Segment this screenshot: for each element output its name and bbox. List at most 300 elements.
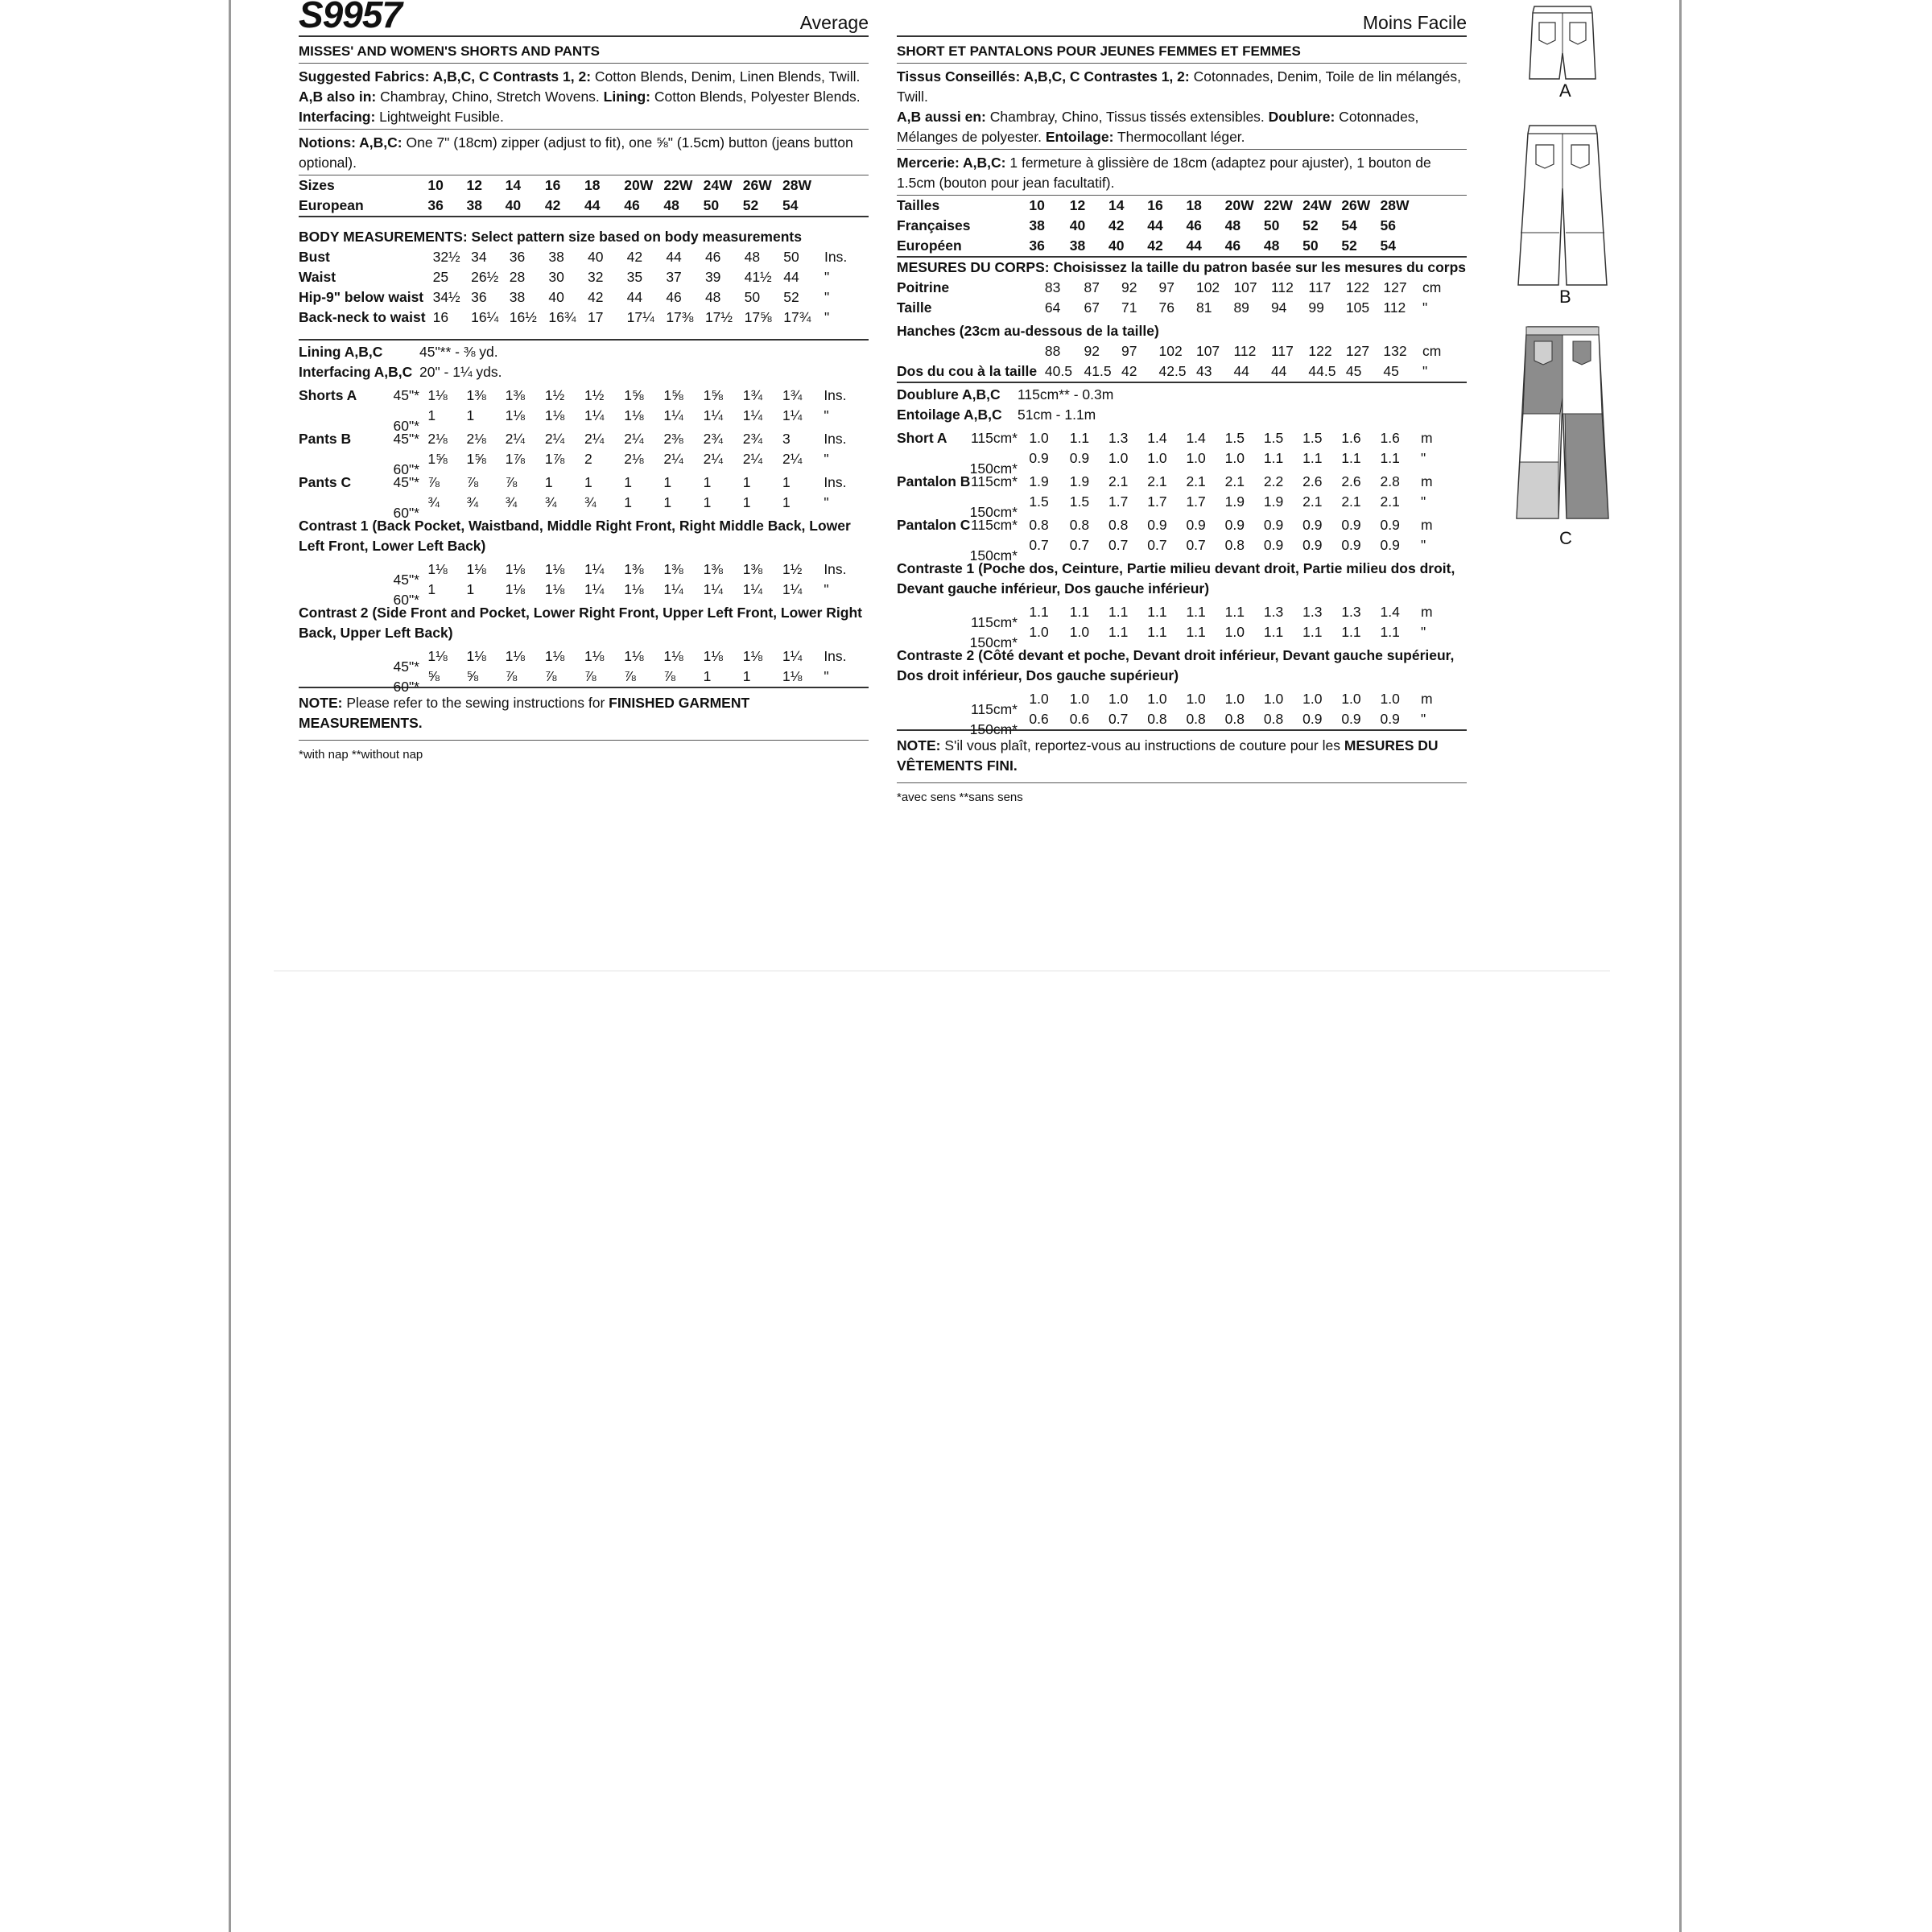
- yardage-value: 2¼: [742, 451, 763, 467]
- body-measurement-value: 16½: [509, 309, 537, 325]
- body-measurement-row: [299, 287, 869, 308]
- measurement-label: Waist: [299, 269, 336, 285]
- french-size-value: 48: [1224, 217, 1241, 233]
- yardage-row-head: [897, 599, 1029, 630]
- yardage-value: 1.1: [1302, 624, 1323, 640]
- yardage-value: 1¼: [703, 581, 723, 597]
- contrast-2-label-row: [299, 600, 869, 643]
- yardage-row: [897, 599, 1467, 622]
- yardage-value: 0.9: [1341, 537, 1361, 553]
- body-measurement-value: 25: [432, 269, 449, 285]
- yardage-value: 1: [742, 668, 751, 684]
- yardage-value: 1: [466, 581, 475, 597]
- garment-label: Pantalon C: [897, 517, 971, 533]
- size-value: 16: [544, 177, 561, 193]
- yardage-value: 1.0: [1186, 691, 1206, 707]
- body-measurement-value: 36: [471, 289, 487, 305]
- hanches-value: 122: [1308, 343, 1332, 359]
- yardage-value: 0.8: [1224, 537, 1245, 553]
- yardage-row: [299, 556, 869, 580]
- dos-row: [897, 361, 1467, 382]
- body-measurement-value: 40: [548, 289, 564, 305]
- yardage-row: [897, 448, 1467, 469]
- yardage-value: 1.9: [1069, 473, 1090, 489]
- yardage-value: 2.1: [1108, 473, 1129, 489]
- note: NOTE: Please refer to the sewing instructions for FINISHED GARMENT MEASUREMENTS.: [299, 688, 869, 741]
- yardage-value: ¾: [466, 494, 479, 510]
- fabric-width: 115cm*: [970, 700, 1018, 717]
- sizes-label-fr: Tailles: [897, 197, 940, 213]
- view-label-c: C: [1559, 528, 1572, 548]
- body-measurement-value: 16¼: [471, 309, 499, 325]
- difficulty-level: Average: [799, 12, 869, 33]
- yardage-value: 1⅝: [624, 387, 644, 403]
- body-measurement-value: 39: [704, 269, 721, 285]
- yardage-unit: ": [1420, 537, 1426, 553]
- yardage-value: 2⅛: [427, 431, 448, 447]
- yardage-value: 1: [427, 581, 436, 597]
- yardage-value: 1.1: [1069, 604, 1090, 620]
- size-value: 20W: [624, 177, 654, 193]
- yardage-value: 1: [624, 474, 632, 490]
- hanches-value: 112: [1233, 343, 1257, 359]
- yardage-value: 2¼: [584, 431, 605, 447]
- yardage-table-fr: [897, 425, 1467, 737]
- yardage-row: [299, 406, 869, 426]
- yardage-value: 0.9: [1302, 517, 1323, 533]
- size-value: 26W: [742, 177, 772, 193]
- yardage-value: 1: [427, 407, 436, 423]
- body-measurement-value: 37: [666, 269, 682, 285]
- yardage-value: 1⅛: [427, 648, 448, 664]
- european-size-value: 46: [624, 197, 640, 213]
- yardage-value: 1⅛: [505, 407, 525, 423]
- yardage-unit: Ins.: [824, 474, 847, 490]
- yardage-value: 1.3: [1263, 604, 1284, 620]
- measurement-label-fr: Poitrine: [897, 279, 950, 295]
- hanches-value: 92: [1084, 343, 1100, 359]
- size-fr-row: [897, 196, 1467, 216]
- yardage-value: 1⅛: [782, 668, 803, 684]
- suggested-fabrics: Suggested Fabrics: A,B,C, C Contrasts 1, 2: Cotton Blends, Denim, Linen Blends, Twill. A,B also in: Chambray, Chino, Stretch Wovens. Lining: Cotton Blends, Polyester Blends. Interfacing: Lightweight Fusible.: [299, 64, 869, 130]
- hanches-value: 102: [1158, 343, 1183, 359]
- fabric-width: 150cm*: [969, 547, 1018, 564]
- yardage-row: [897, 686, 1467, 709]
- yardage-value: 0.6: [1069, 711, 1090, 727]
- fabric-width: 115cm*: [970, 517, 1018, 533]
- yardage-value: 1⅛: [703, 648, 723, 664]
- yardage-value: 1⅜: [505, 387, 525, 403]
- body-measurement-value: 41½: [744, 269, 772, 285]
- shorts-a-illustration: [1481, 5, 1658, 85]
- yardage-unit: Ins.: [824, 387, 847, 403]
- yardage-value: 1⅝: [663, 387, 683, 403]
- yardage-value: 1¼: [703, 407, 723, 423]
- yardage-value: ⅞: [505, 474, 518, 490]
- yardage-value: 0.7: [1108, 711, 1129, 727]
- faint-scan-line: [274, 970, 1610, 972]
- yardage-value: 0.7: [1069, 537, 1090, 553]
- european-size-fr-value: 46: [1224, 237, 1241, 254]
- french-size-value: 38: [1029, 217, 1045, 233]
- yardage-value: 2¼: [624, 431, 644, 447]
- french-size-value: 54: [1341, 217, 1357, 233]
- yardage-value: 1.0: [1186, 450, 1206, 466]
- size-fr-value: 28W: [1380, 197, 1410, 213]
- yardage-row-head: [897, 425, 1029, 448]
- french-column: [897, 0, 1467, 806]
- contrast-1-label: Contrast 1 (Back Pocket, Waistband, Middle Right Front, Right Middle Back, Lower Left Front, Lower Left Back): [299, 518, 851, 554]
- body-measurement-value: 16¾: [548, 309, 576, 325]
- body-measurement-value: 32: [588, 269, 604, 285]
- yardage-unit: Ins.: [824, 561, 847, 577]
- yardage-unit: ": [824, 407, 829, 423]
- yardage-value: 1⅝: [703, 387, 723, 403]
- yardage-value: 0.9: [1341, 517, 1361, 533]
- european-size-row: [299, 196, 869, 216]
- yardage-value: 1¼: [663, 407, 683, 423]
- yardage-unit: ": [824, 451, 829, 467]
- yardage-value: 0.8: [1147, 711, 1167, 727]
- yardage-value: 1⅛: [544, 407, 565, 423]
- size-fr-value: 16: [1147, 197, 1163, 213]
- dos-value: 43: [1195, 363, 1212, 379]
- body-measurement-unit: Ins.: [824, 249, 848, 265]
- yardage-value: 1.1: [1341, 624, 1361, 640]
- yardage-value: ⅞: [584, 668, 597, 684]
- european-size-fr-value: 52: [1341, 237, 1357, 254]
- yardage-value: 1.0: [1224, 450, 1245, 466]
- garment-label: Short A: [897, 430, 947, 446]
- pants-b-illustration: [1481, 124, 1658, 293]
- contrast-2-label: Contrast 2 (Side Front and Pocket, Lower Right Front, Upper Left Front, Lower Right Back, Upper Left Back): [299, 605, 862, 641]
- pants-c-illustration: [1481, 325, 1658, 526]
- european-size-value: 36: [427, 197, 444, 213]
- yardage-value: 1.5: [1224, 430, 1245, 446]
- body-measurement-value: 44: [783, 269, 799, 285]
- yardage-row: [299, 667, 869, 687]
- yardage-value: 2.1: [1147, 473, 1167, 489]
- body-measurement-fr-value: 81: [1195, 299, 1212, 316]
- garment-label: Shorts A: [299, 387, 357, 403]
- yardage-value: 1: [703, 494, 712, 510]
- yardage-value: 1: [703, 668, 712, 684]
- yardage-value: 1.7: [1147, 493, 1167, 510]
- yardage-row-head: [897, 535, 1029, 564]
- body-measurement-fr-value: 105: [1345, 299, 1370, 316]
- lining-label-fr: Doublure A,B,C: [897, 386, 1001, 402]
- european-size-fr-value: 38: [1069, 237, 1086, 254]
- hanches-spacer: [897, 341, 1045, 361]
- size-table: [299, 175, 869, 216]
- yardage-row-head: [299, 580, 427, 608]
- size-value: 14: [505, 177, 522, 193]
- body-measurements-title-fr: MESURES DU CORPS: Choisissez la taille du patron basée sur les mesures du corps: [897, 259, 1467, 275]
- size-value: 10: [427, 177, 444, 193]
- body-measurement-fr-row: [897, 298, 1467, 318]
- french-size-unit: [1421, 216, 1467, 236]
- yardage-value: 1.1: [1186, 604, 1206, 620]
- dos-value: 45: [1345, 363, 1362, 379]
- body-measurements-table-fr: [897, 278, 1467, 382]
- body-measurement-fr-value: 71: [1121, 299, 1137, 316]
- yardage-value: ¾: [584, 494, 597, 510]
- yardage-value: 1⅛: [742, 648, 763, 664]
- yardage-value: 1.1: [1147, 624, 1167, 640]
- yardage-value: 2.1: [1224, 473, 1245, 489]
- body-measurement-value: 46: [666, 289, 682, 305]
- european-size-value: 52: [742, 197, 759, 213]
- yardage-value: 1⅛: [427, 561, 448, 577]
- yardage-row-head: [299, 406, 427, 434]
- yardage-table: [299, 382, 869, 695]
- size-value: 22W: [663, 177, 693, 193]
- body-measurements-table: [299, 247, 869, 328]
- hanches-value: 132: [1383, 343, 1407, 359]
- yardage-value: 2.1: [1341, 493, 1361, 510]
- body-measurement-fr-value: 97: [1158, 279, 1174, 295]
- body-measurement-fr-value: 83: [1044, 279, 1061, 295]
- fabric-width: 45"*: [393, 474, 419, 490]
- size-fr-value: 14: [1108, 197, 1125, 213]
- yardage-block: [299, 341, 869, 695]
- yardage-value: 1⅜: [466, 387, 486, 403]
- yardage-value: 1⅛: [505, 581, 525, 597]
- dos-value: 41.5: [1084, 363, 1112, 379]
- fabric-width: 115cm*: [970, 613, 1018, 630]
- yardage-value: 1¾: [742, 387, 763, 403]
- page-left-edge: [229, 0, 231, 1932]
- pattern-title: MISSES' AND WOMEN'S SHORTS AND PANTS: [299, 37, 869, 64]
- yardage-value: 0.8: [1029, 517, 1049, 533]
- fabric-width: 150cm*: [969, 460, 1018, 477]
- body-measurement-fr-value: 117: [1308, 279, 1331, 295]
- yardage-row: [897, 469, 1467, 492]
- dos-value: 44: [1270, 363, 1287, 379]
- yardage-value: 1.4: [1380, 604, 1400, 620]
- body-measurement-value: 38: [509, 289, 526, 305]
- yardage-value: 2.6: [1302, 473, 1323, 489]
- body-measurement-fr-value: 112: [1270, 279, 1294, 295]
- yardage-value: 1.0: [1029, 624, 1049, 640]
- european-size-fr-row: [897, 236, 1467, 256]
- yardage-row: [897, 709, 1467, 729]
- yardage-value: 0.7: [1108, 537, 1129, 553]
- yardage-value: 2¼: [544, 431, 565, 447]
- body-measurement-value: 17½: [704, 309, 733, 325]
- yardage-value: 2¼: [505, 431, 525, 447]
- yardage-value: 1.7: [1186, 493, 1206, 510]
- hanches-value: 117: [1270, 343, 1294, 359]
- yardage-unit: ": [1420, 493, 1426, 510]
- lining-table: [299, 342, 869, 382]
- pattern-number: S9957: [299, 0, 402, 35]
- size-fr-value: 10: [1029, 197, 1045, 213]
- french-size-value: 44: [1147, 217, 1163, 233]
- yardage-row: [897, 622, 1467, 642]
- yardage-value: 0.9: [1380, 711, 1400, 727]
- european-size-value: 40: [505, 197, 522, 213]
- french-size-value: 40: [1069, 217, 1086, 233]
- yardage-value: 1⅞: [544, 451, 565, 467]
- yardage-value: ⅞: [544, 668, 557, 684]
- page-right-edge: [1679, 0, 1682, 1932]
- body-measurement-fr-row: [897, 278, 1467, 298]
- body-measurement-value: 35: [626, 269, 643, 285]
- yardage-value: 1.9: [1029, 473, 1049, 489]
- lining-table-fr: [897, 385, 1467, 425]
- yardage-value: 1.0: [1029, 691, 1049, 707]
- size-fr-unit: [1421, 196, 1467, 216]
- yardage-value: 1: [742, 494, 751, 510]
- yardage-value: 1.0: [1108, 691, 1129, 707]
- yardage-value: 1.0: [1341, 691, 1361, 707]
- yardage-value: 1⅛: [624, 407, 644, 423]
- interfacing-label-fr: Entoilage A,B,C: [897, 407, 1002, 423]
- size-fr-value: 18: [1186, 197, 1202, 213]
- yardage-value: 1¼: [782, 648, 803, 664]
- french-size-value: 52: [1302, 217, 1319, 233]
- dos-label: Dos du cou à la taille: [897, 363, 1038, 379]
- yardage-unit: m: [1420, 430, 1433, 446]
- footnote: *with nap **without nap: [299, 748, 423, 762]
- yardage-value: 1.6: [1380, 430, 1400, 446]
- yardage-value: 1: [703, 474, 712, 490]
- european-size-fr-value: 44: [1186, 237, 1202, 254]
- dos-value: 42.5: [1158, 363, 1187, 379]
- body-measurement-value: 17⅜: [666, 309, 694, 325]
- yardage-value: 1⅛: [544, 561, 565, 577]
- fabric-width: 150cm*: [969, 720, 1018, 737]
- body-measurement-value: 17¼: [626, 309, 654, 325]
- french-size-value: 50: [1263, 217, 1280, 233]
- yardage-value: ⅝: [466, 668, 479, 684]
- body-measurement-fr-value: 94: [1270, 299, 1287, 316]
- yardage-value: 1.0: [1380, 691, 1400, 707]
- english-header: [299, 0, 869, 37]
- body-measurement-value: 40: [588, 249, 604, 265]
- yardage-row-head: [897, 448, 1029, 477]
- fabric-width: 45"*: [393, 431, 419, 447]
- yardage-value: 0.7: [1029, 537, 1049, 553]
- body-measurement-unit: ": [824, 269, 830, 285]
- yardage-row-head: [897, 709, 1029, 737]
- yardage-row-head: [897, 469, 1029, 492]
- yardage-value: 2⅛: [466, 431, 486, 447]
- french-header: [897, 0, 1467, 37]
- body-measurement-value: 44: [626, 289, 643, 305]
- yardage-row: [897, 492, 1467, 512]
- yardage-value: 1: [624, 494, 632, 510]
- size-value: 18: [584, 177, 601, 193]
- yardage-value: 0.9: [1224, 517, 1245, 533]
- body-measurement-value: 48: [704, 289, 721, 305]
- yardage-value: 0.9: [1302, 711, 1323, 727]
- fabric-width: 60"*: [393, 591, 419, 608]
- yardage-value: 1: [742, 474, 751, 490]
- yardage-value: 0.9: [1380, 517, 1400, 533]
- european-size-value: 42: [544, 197, 561, 213]
- european-size-unit: [824, 196, 869, 216]
- yardage-value: 1.0: [1147, 691, 1167, 707]
- body-measurement-row: [299, 247, 869, 267]
- yardage-unit: ": [1420, 711, 1426, 727]
- yardage-value: ¾: [427, 494, 440, 510]
- european-size-fr-value: 40: [1108, 237, 1125, 254]
- yardage-value: 1¼: [742, 407, 763, 423]
- body-measurements-block-fr: [897, 258, 1467, 383]
- body-measurement-value: 17⅝: [744, 309, 772, 325]
- fabric-width: 60"*: [393, 460, 419, 477]
- yardage-value: 1: [584, 474, 592, 490]
- body-measurement-value: 48: [744, 249, 761, 265]
- yardage-value: 1½: [584, 387, 605, 403]
- yardage-value: 2.1: [1302, 493, 1323, 510]
- yardage-value: 1.7: [1108, 493, 1129, 510]
- lining-value: 45"** - ⅜ yd.: [419, 344, 498, 360]
- european-size-fr-value: 50: [1302, 237, 1319, 254]
- measurement-label: Back-neck to waist: [299, 309, 426, 325]
- body-measurement-fr-value: 127: [1383, 279, 1407, 295]
- body-measurement-value: 46: [704, 249, 721, 265]
- yardage-value: 0.6: [1029, 711, 1049, 727]
- yardage-value: 1.1: [1263, 450, 1284, 466]
- body-measurement-value: 17¾: [783, 309, 811, 325]
- body-measurement-fr-value: 89: [1233, 299, 1249, 316]
- size-table-block: [299, 175, 869, 217]
- yardage-value: 1⅜: [742, 561, 763, 577]
- size-fr-value: 26W: [1341, 197, 1371, 213]
- yardage-value: 1⅝: [427, 451, 448, 467]
- yardage-value: 1.1: [1147, 604, 1167, 620]
- yardage-value: 1¾: [782, 387, 803, 403]
- fabric-width: 60"*: [393, 504, 419, 521]
- body-measurement-value: 42: [588, 289, 604, 305]
- difficulty-level-fr: Moins Facile: [1362, 12, 1467, 33]
- yardage-value: 1⅞: [505, 451, 525, 467]
- garment-label: Pants C: [299, 474, 352, 490]
- yardage-value: 2.8: [1380, 473, 1400, 489]
- body-measurement-value: 32½: [432, 249, 460, 265]
- size-value: 24W: [703, 177, 733, 193]
- yardage-value: 1¼: [782, 581, 803, 597]
- yardage-value: 1⅛: [584, 648, 605, 664]
- yardage-unit: m: [1420, 691, 1433, 707]
- pattern-title-fr: SHORT ET PANTALONS POUR JEUNES FEMMES ET FEMMES: [897, 37, 1467, 64]
- fabric-width: 150cm*: [969, 503, 1018, 520]
- body-measurement-fr-value: 87: [1084, 279, 1100, 295]
- yardage-value: 0.7: [1186, 537, 1206, 553]
- body-measurement-row: [299, 308, 869, 328]
- yardage-unit: m: [1420, 604, 1433, 620]
- dos-value: 42: [1121, 363, 1137, 379]
- size-fr-value: 24W: [1302, 197, 1332, 213]
- yardage-value: 1½: [782, 561, 803, 577]
- contrast-2-label-fr: Contraste 2 (Côté devant et poche, Devant droit inférieur, Devant gauche supérieur, Dos droit inférieur, Dos gauche supérieur): [897, 647, 1455, 683]
- yardage-unit: Ins.: [824, 648, 847, 664]
- yardage-value: 0.8: [1224, 711, 1245, 727]
- french-size-value: 56: [1380, 217, 1397, 233]
- yardage-row-head: [897, 686, 1029, 717]
- yardage-value: 2.1: [1186, 473, 1206, 489]
- yardage-value: 1: [782, 494, 791, 510]
- yardage-value: 1.1: [1380, 450, 1400, 466]
- european-size-value: 38: [466, 197, 483, 213]
- body-measurement-value: 42: [626, 249, 643, 265]
- european-size-value: 54: [782, 197, 799, 213]
- fabric-width: 115cm*: [970, 473, 1018, 489]
- yardage-row-head: [299, 449, 427, 477]
